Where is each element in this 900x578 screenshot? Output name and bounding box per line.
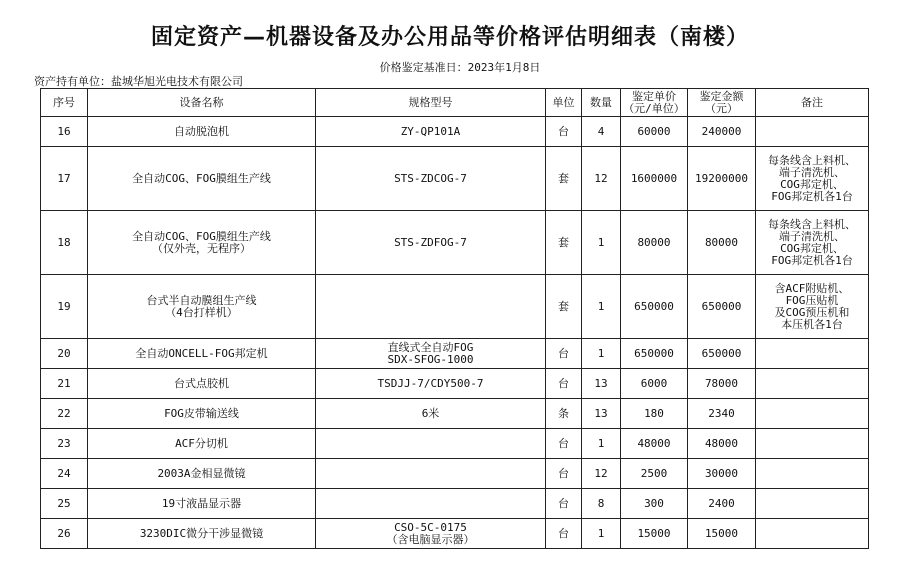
cell-amount: 2340 <box>688 399 756 429</box>
cell-name: 台式点胶机 <box>88 369 316 399</box>
cell-note <box>756 399 869 429</box>
cell-amount: 240000 <box>688 117 756 147</box>
cell-qty: 8 <box>582 489 621 519</box>
cell-qty: 4 <box>582 117 621 147</box>
cell-unit: 台 <box>546 339 582 369</box>
cell-unit-price: 180 <box>621 399 688 429</box>
header-amount: 鉴定金额 （元） <box>688 89 756 117</box>
header-model: 规格型号 <box>316 89 546 117</box>
cell-unit-price: 6000 <box>621 369 688 399</box>
cell-note <box>756 369 869 399</box>
header-unit-price: 鉴定单价 （元/单位） <box>621 89 688 117</box>
cell-amount: 15000 <box>688 519 756 549</box>
cell-seq: 18 <box>41 211 88 275</box>
cell-unit: 台 <box>546 489 582 519</box>
cell-model: 直线式全自动FOG SDX-SFOG-1000 <box>316 339 546 369</box>
cell-seq: 24 <box>41 459 88 489</box>
cell-unit-price: 650000 <box>621 275 688 339</box>
header-unit: 单位 <box>546 89 582 117</box>
cell-unit: 条 <box>546 399 582 429</box>
table-row <box>41 275 869 339</box>
cell-amount: 650000 <box>688 339 756 369</box>
cell-model: STS-ZDFOG-7 <box>316 211 546 275</box>
table-row <box>41 369 869 399</box>
table-row <box>41 147 869 211</box>
cell-unit: 台 <box>546 519 582 549</box>
cell-unit-price: 15000 <box>621 519 688 549</box>
cell-model: 6米 <box>316 399 546 429</box>
cell-seq: 22 <box>41 399 88 429</box>
table-row <box>41 339 869 369</box>
cell-note: 每条线含上料机、 端子清洗机、 COG邦定机、 FOG邦定机各1台 <box>756 147 869 211</box>
header-seq: 序号 <box>41 89 88 117</box>
cell-name: 2003A金相显微镜 <box>88 459 316 489</box>
asset-holder: 资产持有单位：盐城华旭光电技术有限公司 <box>34 75 243 88</box>
cell-note <box>756 117 869 147</box>
table-row <box>41 429 869 459</box>
cell-unit-price: 1600000 <box>621 147 688 211</box>
table-row <box>41 459 869 489</box>
cell-name: 19寸液晶显示器 <box>88 489 316 519</box>
cell-amount: 2400 <box>688 489 756 519</box>
cell-model <box>316 459 546 489</box>
cell-note <box>756 489 869 519</box>
cell-note <box>756 339 869 369</box>
cell-unit: 套 <box>546 147 582 211</box>
cell-unit: 台 <box>546 369 582 399</box>
cell-amount: 19200000 <box>688 147 756 211</box>
cell-model <box>316 489 546 519</box>
cell-note <box>756 459 869 489</box>
page-title: 固定资产—机器设备及办公用品等价格评估明细表（南楼） <box>150 25 749 50</box>
cell-unit-price: 300 <box>621 489 688 519</box>
cell-qty: 1 <box>582 339 621 369</box>
cell-qty: 1 <box>582 211 621 275</box>
cell-note <box>756 429 869 459</box>
cell-unit-price: 650000 <box>621 339 688 369</box>
cell-unit-price: 60000 <box>621 117 688 147</box>
cell-unit: 套 <box>546 275 582 339</box>
cell-name: 全自动COG、FOG膜组生产线 （仅外壳，无程序） <box>88 211 316 275</box>
cell-name: 3230DIC微分干涉显微镜 <box>88 519 316 549</box>
cell-note <box>756 519 869 549</box>
cell-qty: 13 <box>582 399 621 429</box>
cell-model: ZY-QP101A <box>316 117 546 147</box>
base-date: 价格鉴定基准日：2023年1月8日 <box>379 61 541 74</box>
cell-model: CSO-5C-0175 （含电脑显示器） <box>316 519 546 549</box>
header-note: 备注 <box>756 89 869 117</box>
header-qty: 数量 <box>582 89 621 117</box>
cell-amount: 78000 <box>688 369 756 399</box>
cell-seq: 19 <box>41 275 88 339</box>
cell-unit: 台 <box>546 429 582 459</box>
cell-amount: 48000 <box>688 429 756 459</box>
cell-name: ACF分切机 <box>88 429 316 459</box>
table-row <box>41 519 869 549</box>
cell-model: TSDJJ-7/CDY500-7 <box>316 369 546 399</box>
cell-unit-price: 2500 <box>621 459 688 489</box>
header-row <box>41 89 869 117</box>
cell-seq: 21 <box>41 369 88 399</box>
cell-note: 含ACF附贴机、 FOG压贴机 及COG预压机和 本压机各1台 <box>756 275 869 339</box>
table-row <box>41 399 869 429</box>
cell-name: 台式半自动膜组生产线 （4台打样机） <box>88 275 316 339</box>
cell-amount: 30000 <box>688 459 756 489</box>
cell-name: 全自动COG、FOG膜组生产线 <box>88 147 316 211</box>
cell-qty: 12 <box>582 459 621 489</box>
cell-name: FOG皮带输送线 <box>88 399 316 429</box>
cell-unit-price: 48000 <box>621 429 688 459</box>
cell-name: 全自动ONCELL-FOG邦定机 <box>88 339 316 369</box>
cell-seq: 20 <box>41 339 88 369</box>
cell-unit-price: 80000 <box>621 211 688 275</box>
cell-qty: 1 <box>582 275 621 339</box>
cell-unit: 台 <box>546 459 582 489</box>
valuation-table <box>40 88 869 549</box>
cell-unit: 台 <box>546 117 582 147</box>
table-row <box>41 117 869 147</box>
cell-note: 每条线含上料机、 端子清洗机、 COG邦定机、 FOG邦定机各1台 <box>756 211 869 275</box>
header-name: 设备名称 <box>88 89 316 117</box>
cell-model <box>316 275 546 339</box>
cell-model: STS-ZDCOG-7 <box>316 147 546 211</box>
cell-seq: 25 <box>41 489 88 519</box>
cell-name: 自动脱泡机 <box>88 117 316 147</box>
cell-seq: 16 <box>41 117 88 147</box>
cell-qty: 12 <box>582 147 621 211</box>
table-row <box>41 489 869 519</box>
cell-model <box>316 429 546 459</box>
cell-qty: 1 <box>582 519 621 549</box>
cell-qty: 1 <box>582 429 621 459</box>
cell-amount: 650000 <box>688 275 756 339</box>
cell-qty: 13 <box>582 369 621 399</box>
cell-amount: 80000 <box>688 211 756 275</box>
cell-seq: 23 <box>41 429 88 459</box>
cell-unit: 套 <box>546 211 582 275</box>
table-row <box>41 211 869 275</box>
cell-seq: 17 <box>41 147 88 211</box>
cell-seq: 26 <box>41 519 88 549</box>
